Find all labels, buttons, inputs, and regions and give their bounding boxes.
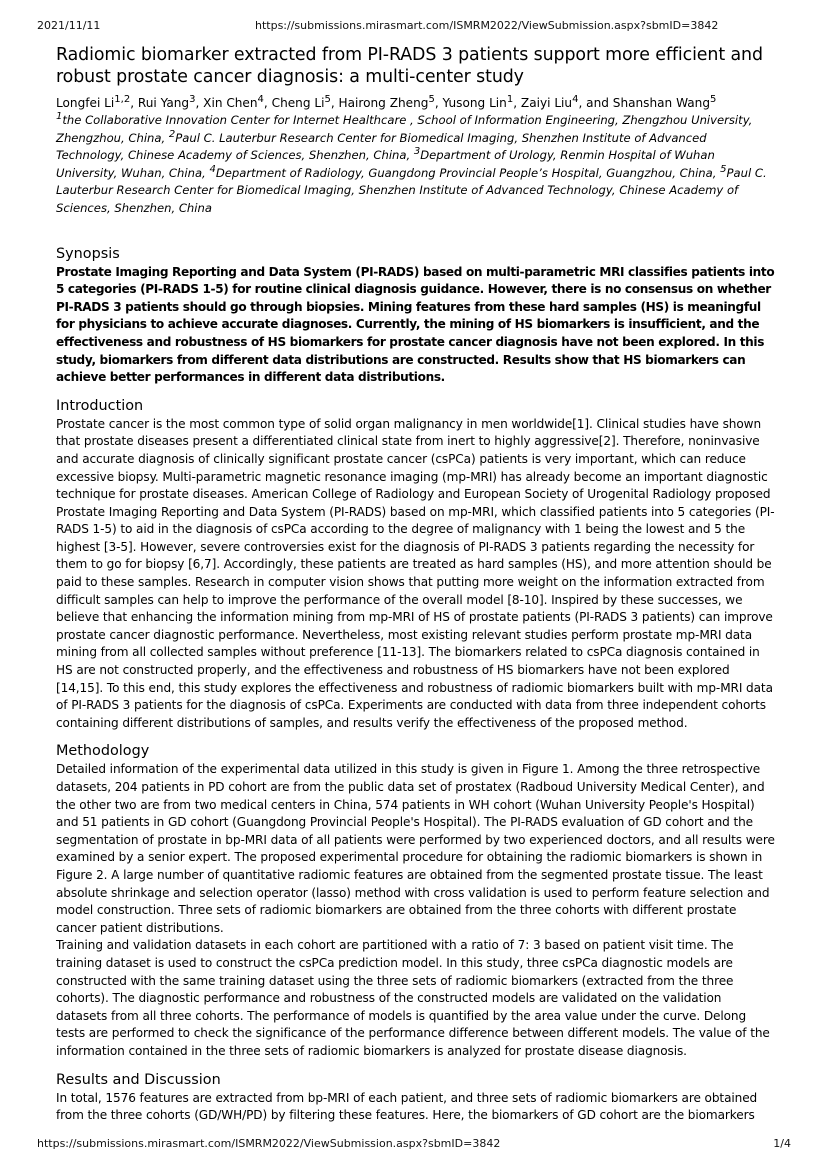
author-name: Yusong Lin [442,96,507,110]
page-number: 1/4 [773,1137,791,1150]
author-list [56,94,776,112]
paper-title: Radiomic biomarker extracted from PI-RADS 3 patients support more efficient and robust prostate cancer diagnosis: a multi-center study [56,45,763,87]
results-text: In total, 1576 features are extracted from bp-MRI of each patient, and three sets of radiomic biomarkers are obtained from the three cohorts (GD/WH/PD) by filtering these features. Here, the biomarkers of GD cohort are the biomarkers [56,1090,758,1123]
affiliation-text: Department of Urology, Renmin Hospital of Wuhan University, Wuhan, China, [56,148,715,180]
affiliation-mark: 2 [168,128,176,140]
author-separator: , and [578,96,613,110]
synopsis-heading: Synopsis [56,245,120,262]
results-section [56,1071,776,1125]
author-affiliation-mark: 5 [710,93,717,105]
affiliation-list [56,112,776,218]
synopsis-section [56,245,776,387]
author-separator: , [513,96,521,110]
methodology-heading: Methodology [56,743,150,760]
author-separator: , [330,96,339,110]
author-name: Zaiyi Liu [520,96,573,110]
author-name: Hairong Zheng [338,96,429,110]
affiliation-mark: 3 [413,146,421,158]
author-affiliation-mark: 5 [428,93,435,105]
author-affiliation-mark: 1,2 [114,93,131,105]
author-affiliation-mark: 1 [506,93,514,105]
introduction-text: Prostate cancer is the most common type of solid organ malignancy in men worldwide[1]. Clinical studies have shown that prostate diseases present a differentiated clinical state from inert to highly aggressive[2]. Therefore, noninvasive and accurate diagnosis of clinically significant prostate cancer (csPCa) patients is very important, which can reduce excessive biopsy. Multi-parametric magnetic resonance imaging (mp-MRI) has already become an important diagnostic technique for prostate diseases. American College of Radiology and European Society of Urogenital Radiology proposed Prostate Imaging Reporting and Data System (PI-RADS) based on mp-MRI, which classified patients into 5 categories (PI-RADS 1-5) to aid in the diagnosis of csPCa according to the degree of malignancy with 1 being the lowest and 5 the highest [3-5]. However, severe controversies exist for the diagnosis of PI-RADS 3 patients regarding the necessity for them to go for biopsy [6,7]. Accordingly, these patients are treated as hard samples (HS), and more attention should be paid to these samples. Research in computer vision shows that putting more weight on the information extracted from difficult samples can help to improve the performance of the overall model [8-10]. Inspired by these successes, we believe that enhancing the information mining from mp-MRI of HS of prostate patients (PI-RADS 3 patients) can improve prostate cancer diagnostic performance. Nevertheless, most existing relevant studies perform prostate mp-MRI data mining from all collected samples without preference [11-13]. The biomarkers related to csPCa diagnosis contained in HS are not constructed properly, and the effectiveness and robustness of HS biomarkers have not been explored [14,15]. To this end, this study explores the effectiveness and robustness of radiomic biomarkers built with mp-MRI data of PI-RADS 3 patients for the diagnosis of csPCa. Experiments are conducted with data from three independent cohorts containing different distributions of samples, and results verify the effectiveness of the proposed method. [56,416,775,730]
affiliation-text: Paul C. Lauterbur Research Center for Biomedical Imaging, Shenzhen Institute of Advanced Technology, Chinese Academy of Sciences, Shenzhen, China [56,165,767,215]
author-separator: , [434,96,443,110]
paper-content [56,44,776,1125]
author-separator: , [195,96,204,110]
introduction-section [56,397,776,733]
author-name: Shanshan Wang [612,96,711,110]
author-separator: , [263,96,272,110]
methodology-paragraph-1: Detailed information of the experimental data utilized in this study is given in Figure 1. Among the three retrospective datasets, 204 patients in PD cohort are from the public data set of prostatex (Radboud University Medical Center), and the other two are from two medical centers in China, 574 patients in WH cohort (Wuhan University People's Hospital) and 51 patients in GD cohort (Guangdong Provincial People's Hospital). The PI-RADS evaluation of GD cohort and the segmentation of prostate in bp-MRI data of all patients were performed by two experienced doctors, and all results were examined by a senior expert. The proposed experimental procedure for obtaining the radiomic biomarkers is shown in Figure 2. A large number of quantitative radiomic features are obtained from the segmented prostate tissue. The least absolute shrinkage and selection operator (lasso) method with cross validation is used to perform feature selection and model construction. Three sets of radiomic biomarkers are obtained from the three cohorts with different prostate cancer patient distributions. [56,762,775,935]
author-affiliation-mark: 5 [324,93,331,105]
author-affiliation-mark: 4 [257,93,264,105]
author-affiliation-mark: 3 [189,93,196,105]
print-url: https://submissions.mirasmart.com/ISMRM2022/ViewSubmission.aspx?sbmID=3842 [255,19,719,32]
author-name: Cheng Li [271,96,325,110]
author-name: Longfei Li [56,96,115,110]
affiliation-mark: 4 [209,163,216,175]
affiliation-text: Paul C. Lauterbur Research Center for Biomedical Imaging, Shenzhen Institute of Advanced Technology, Chinese Academy of Sciences, Shenzhen, China, [56,130,707,163]
affiliation-mark: 1 [56,111,63,123]
introduction-heading: Introduction [56,397,144,414]
affiliation-text: the Collaborative Innovation Center for Internet Healthcare , School of Information Engineering, Zhengzhou University, Zhengzhou, China, [56,113,753,145]
author-name: Xin Chen [203,96,258,110]
results-heading: Results and Discussion [56,1071,221,1088]
author-separator: , [130,96,138,110]
footer-url: https://submissions.mirasmart.com/ISMRM2022/ViewSubmission.aspx?sbmID=3842 [37,1137,501,1150]
print-date: 2021/11/11 [37,19,101,32]
author-affiliation-mark: 4 [572,93,579,105]
synopsis-text: Prostate Imaging Reporting and Data System (PI-RADS) based on multi-parametric MRI classifies patients into 5 categories (PI-RADS 1-5) for routine clinical diagnosis guidance. However, there is no consensus on whether PI-RADS 3 patients should go through biopsies. Mining features from these hard samples (HS) is meaningful for physicians to achieve accurate diagnoses. Currently, the mining of HS biomarkers is insufficient, and the effectiveness and robustness of HS biomarkers for prostate cancer diagnosis have not been explored. In this study, biomarkers from different data distributions are constructed. Results show that HS biomarkers can achieve better performances in different data distributions. [56,264,775,385]
affiliation-text: Department of Radiology, Guangdong Provincial People’s Hospital, Guangzhou, China, [215,165,721,180]
methodology-section [56,742,776,1060]
methodology-paragraph-2: Training and validation datasets in each cohort are partitioned with a ratio of 7: 3 based on patient visit time. The training dataset is used to construct the csPCa prediction model. In this study, three csPCa diagnostic models are constructed with the same training dataset using the three sets of radiomic biomarkers (extracted from the three cohorts). The diagnostic performance and robustness of the constructed models are validated on the validation datasets from all three cohorts. The performance of models is quantified by the area value under the curve. Delong tests are performed to check the significance of the performance difference between different models. The value of the information contained in the three sets of radiomic biomarkers is analyzed for prostate disease diagnosis. [56,938,770,1058]
affiliation-mark: 5 [720,163,727,175]
author-name: Rui Yang [137,96,190,110]
